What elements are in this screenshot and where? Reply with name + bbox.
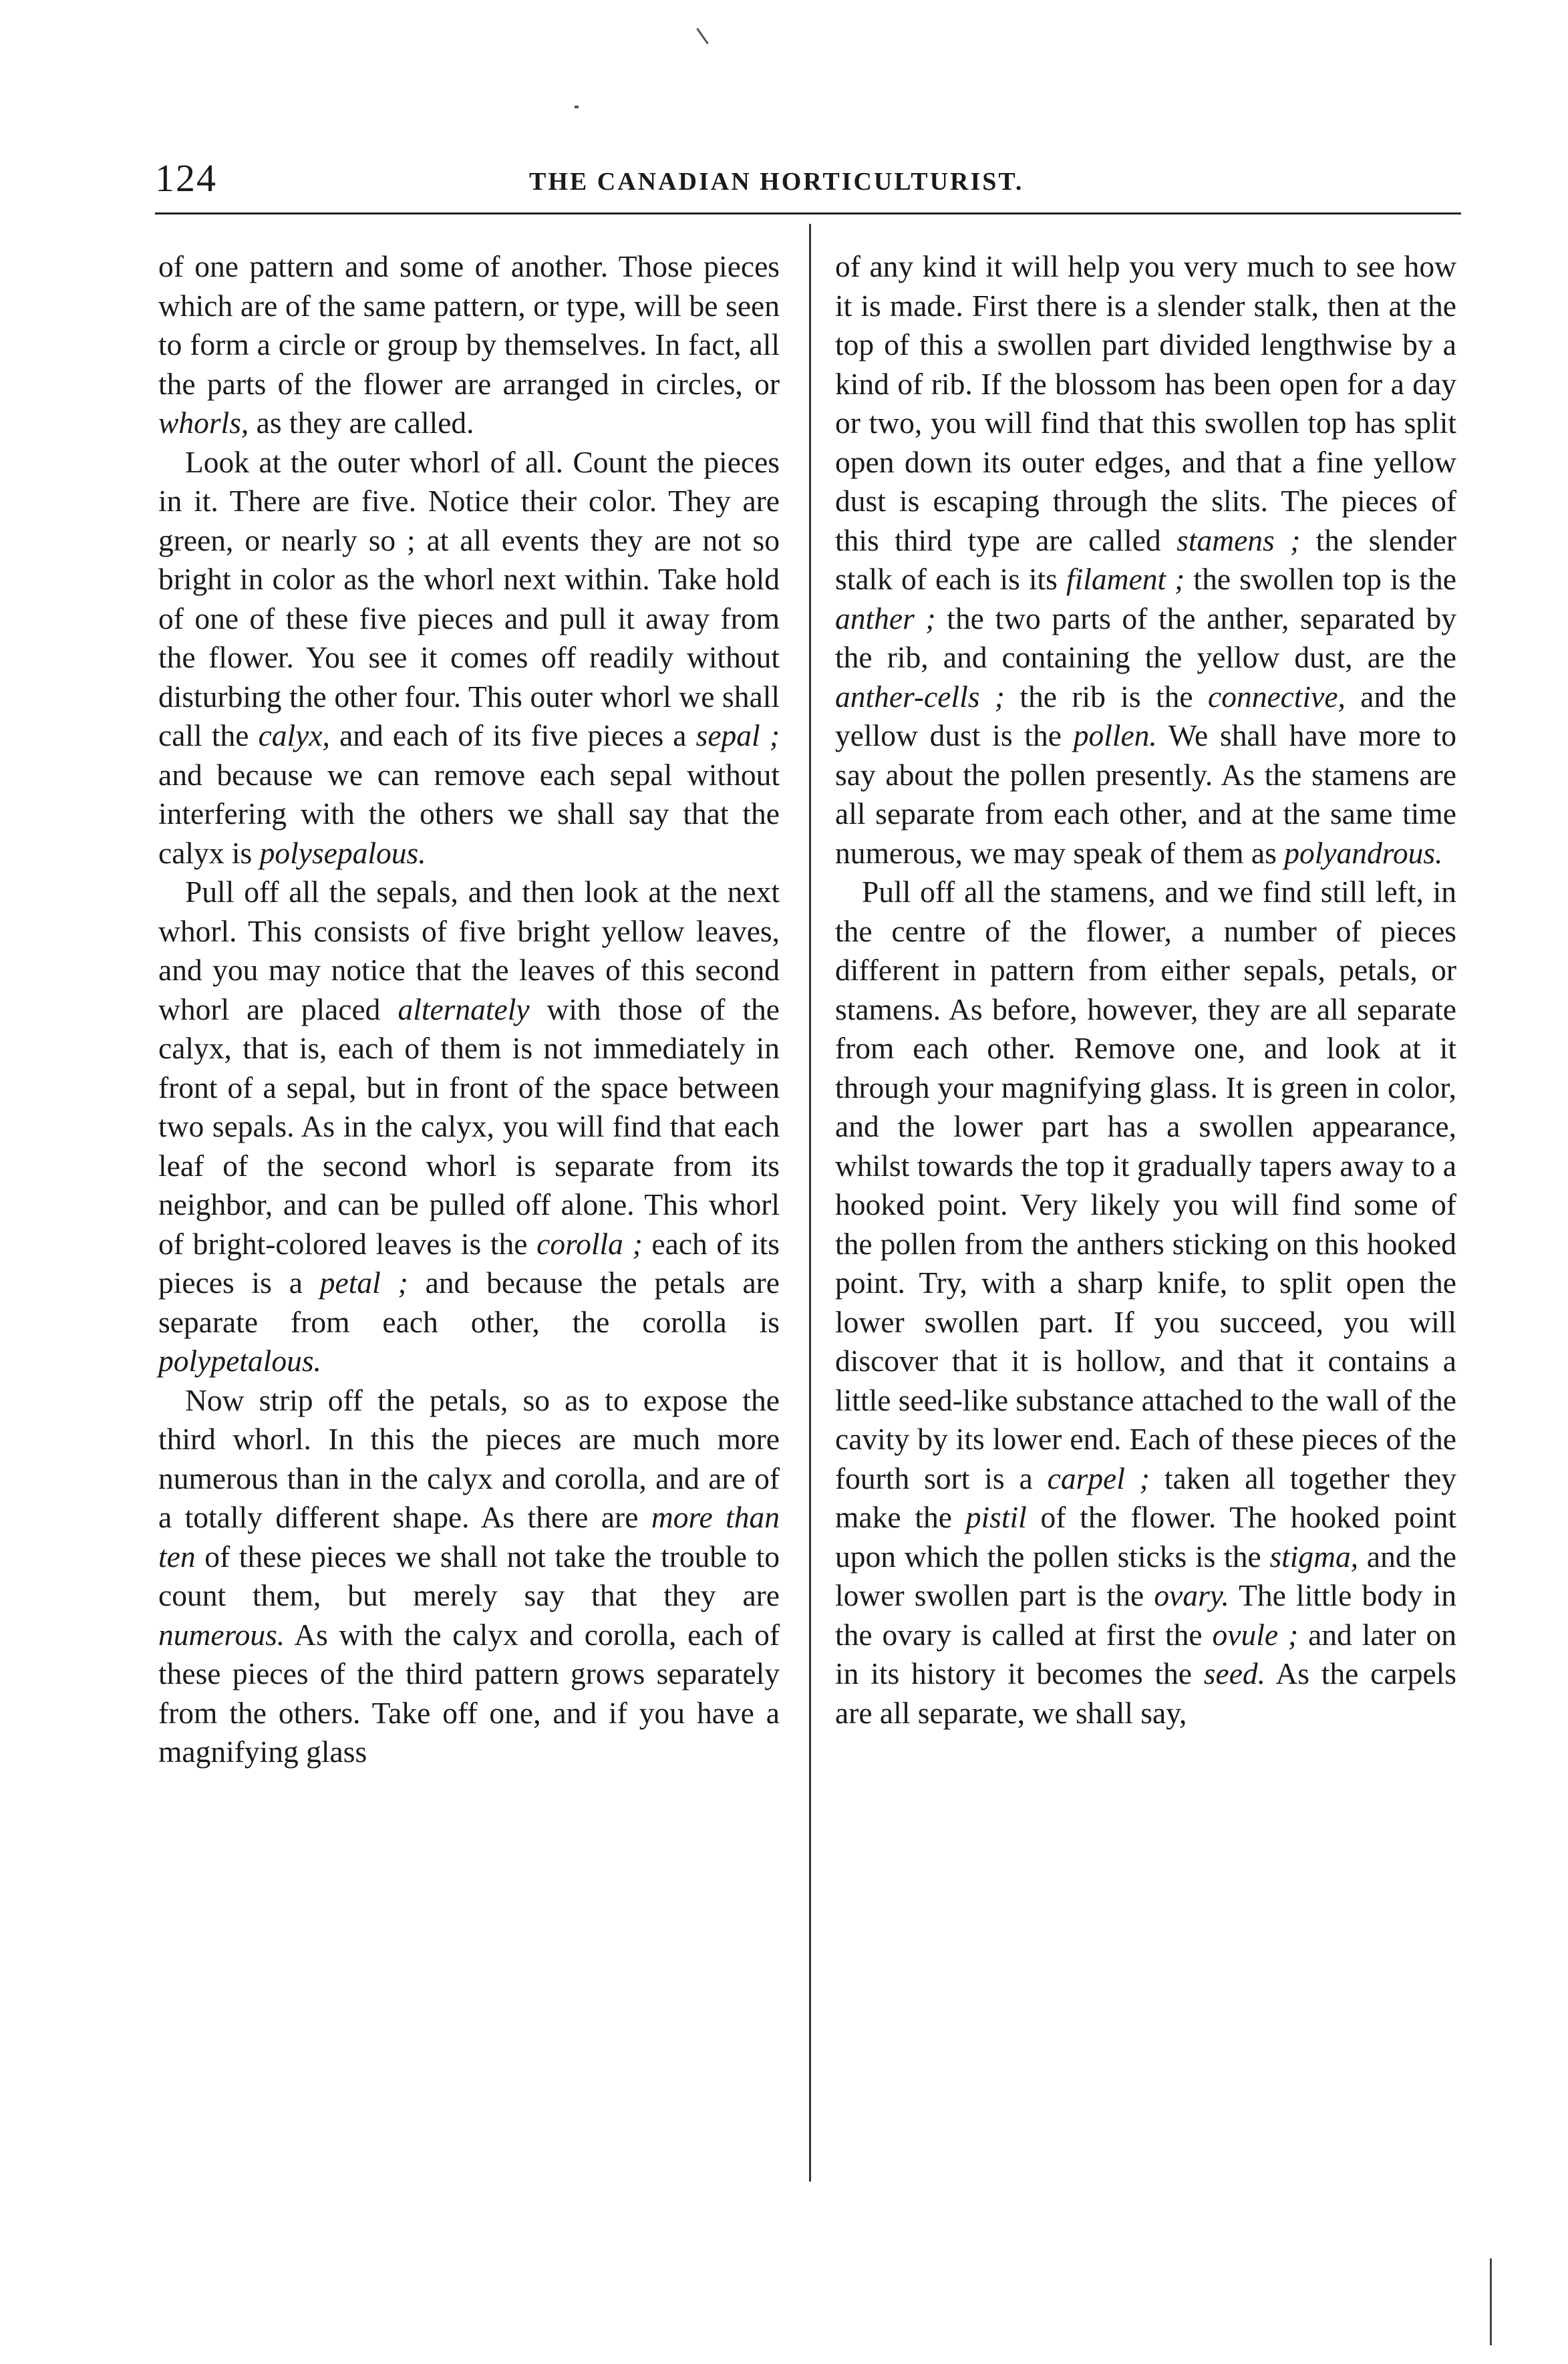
right-column — [835, 247, 1456, 1733]
paragraph: of any kind it will help you very much to see how it is made. First there is a slender stalk, then at the top of this a swollen part divided lengthwise by a kind of rib. If the blossom has been open for a day or two, you will find that this swollen top has split open down its outer edges, and that a fine yellow dust is escaping through the slits. The pieces of this third type are called stamens ; the slender stalk of each is its filament ; the swollen top is the anther ; the two parts of the anther, separated by the rib, and containing the yellow dust, are the anther-cells ; the rib is the connective, and the yellow dust is the pollen. We shall have more to say about the pollen presently. As the stamens are all separate from each other, and at the same time numerous, we may speak of them as polyandrous. — [835, 249, 1457, 870]
term-connective: connective, — [1208, 679, 1346, 714]
running-title: THE CANADIAN HORTICULTURIST. — [529, 168, 1024, 196]
scan-speck — [696, 28, 709, 45]
term-carpel: carpel ; — [1047, 1461, 1150, 1495]
page-header — [155, 155, 1471, 208]
scan-speck — [575, 106, 579, 108]
term-polypetalous: polypetalous. — [158, 1344, 321, 1378]
term-anther: anther ; — [835, 601, 936, 635]
paragraph: Pull off all the stamens, and we find still left, in the centre of the flower, a number of pieces different in pattern from either sepals, petals, or stamens. As before, however, they are all separate from each other. Remove one, and look at it through your magnifying glass. It is green in color, and the lower part has a swollen appearance, whilst towards the top it gradually tapers away to a hooked point. Very likely you will find some of the pollen from the anthers sticking on this hooked point. Try, with a sharp knife, to split open the lower swollen part. If you succeed, you will discover that it is hollow, and that it contains a little seed-like substance attached to the wall of the cavity by its lower end. Each of these pieces of the fourth sort is a carpel ; taken all together they make the pistil of the flower. The hooked point upon which the pollen sticks is the stigma, and the lower swollen part is the ovary. The little body in the ovary is called at first the ovule ; and later on in its history it becomes the seed. As the carpels are all separate, we shall say, — [835, 875, 1457, 1730]
term-alternately: alternately — [398, 992, 530, 1026]
page-number: 124 — [155, 156, 217, 200]
term-ovary: ovary. — [1154, 1578, 1229, 1612]
column-divider — [809, 224, 811, 2182]
term-stigma: stigma, — [1269, 1539, 1359, 1574]
term-corolla: corolla ; — [536, 1226, 643, 1261]
term-calyx: calyx, — [258, 718, 330, 752]
term-whorls: whorls, — [158, 406, 249, 440]
paragraph: Look at the outer whorl of all. Count the pieces in it. There are five. Notice their color. They are green, or nearly so ; at all events they are not so bright in color as the whorl next within. Take hold of one of these five pieces and pull it away from the flower. You see it comes off readily without disturbing the other four. This outer whorl we shall call the calyx, and each of its five pieces a sepal ; and because we can remove each sepal without interfering with the others we shall say that the calyx is polysepalous. — [158, 444, 780, 870]
paragraph: of one pattern and some of another. Those pieces which are of the same pattern, or type, will be seen to form a circle or group by themselves. In fact, all the parts of the flower are arranged in circles, or whorls, as they are called. — [158, 249, 780, 440]
term-filament: filament ; — [1066, 562, 1185, 596]
term-anther-cells: anther-cells ; — [835, 679, 1005, 714]
scan-speck — [1490, 2258, 1492, 2345]
term-polysepalous: polysepalous. — [259, 835, 426, 870]
term-more-than-ten: more than ten — [158, 1500, 780, 1574]
term-ovule: ovule ; — [1212, 1617, 1299, 1652]
term-polyandrous: polyandrous. — [1284, 835, 1443, 870]
term-sepal: sepal ; — [695, 718, 780, 752]
paragraph: Pull off all the sepals, and then look at the next whorl. This consists of five bright yellow leaves, and you may notice that the leaves of this second whorl are placed alternately with those of the calyx, that is, each of them is not immediately in front of a sepal, but in front of the space between two sepals. As in the calyx, you will find that each leaf of the second whorl is separate from its neighbor, and can be pulled off alone. This whorl of bright-colored leaves is the corolla ; each of its pieces is a petal ; and because the petals are separate from each other, the corolla is polypetalous. — [158, 875, 780, 1378]
term-pistil: pistil — [965, 1500, 1027, 1534]
term-pollen: pollen. — [1073, 718, 1157, 752]
term-seed: seed. — [1203, 1656, 1266, 1690]
left-column — [158, 247, 780, 1772]
term-petal: petal ; — [319, 1266, 408, 1300]
paragraph: Now strip off the petals, so as to expose the third whorl. In this the pieces are much more numerous than in the calyx and corolla, and are of a totally different shape. As there are more than ten of these pieces we shall not take the trouble to count them, but merely say that they are numerous. As with the calyx and corolla, each of these pieces of the third pattern grows separately from the others. Take off one, and if you have a magnifying glass — [158, 1382, 780, 1769]
header-rule — [155, 212, 1461, 214]
term-numerous: numerous. — [158, 1617, 285, 1652]
term-stamens: stamens ; — [1177, 523, 1301, 557]
